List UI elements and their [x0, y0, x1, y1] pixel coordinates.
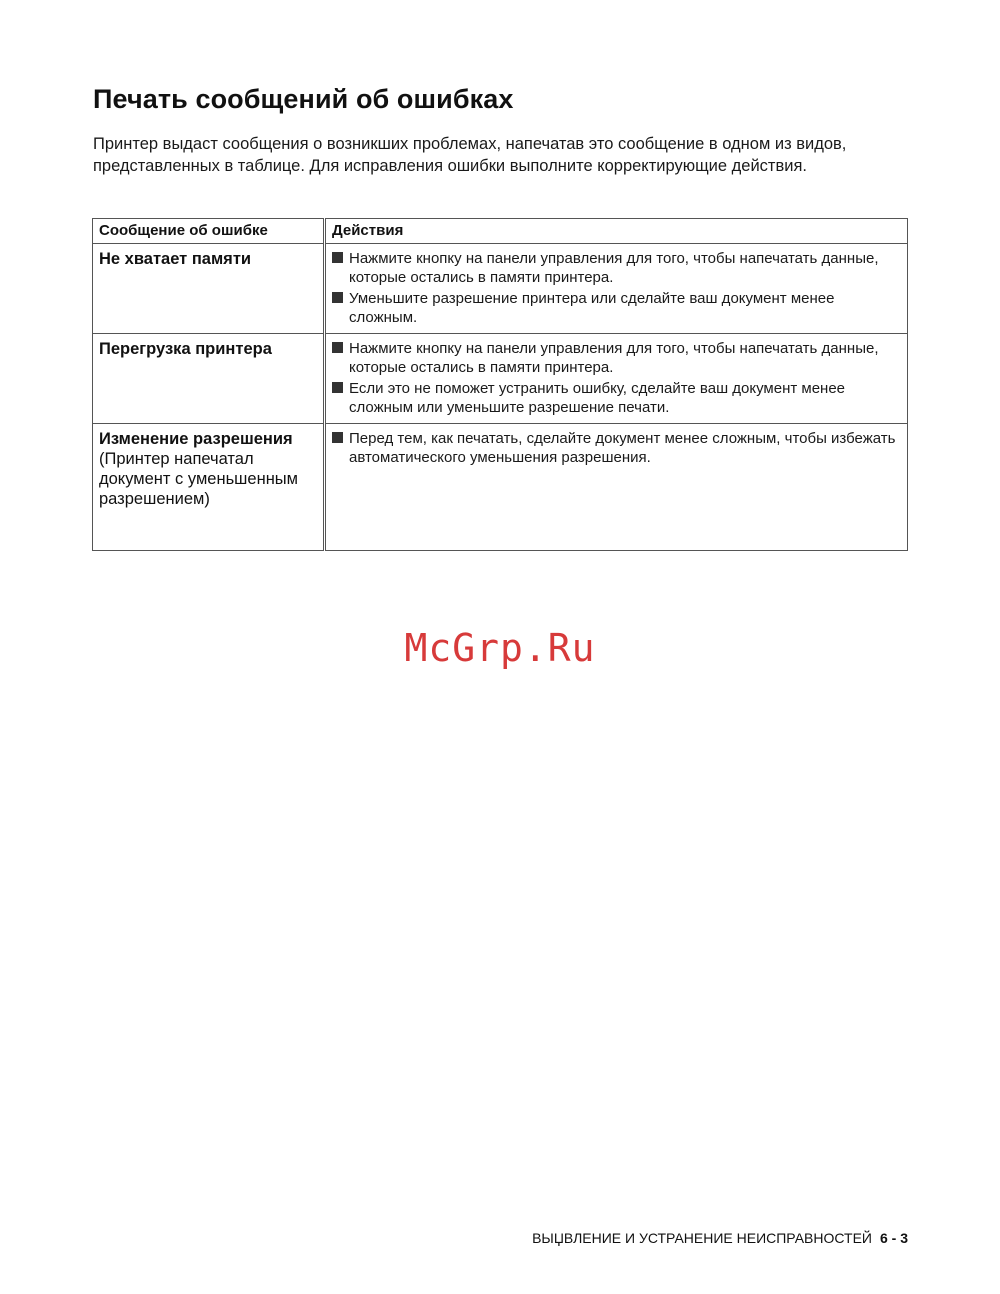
error-message: Перегрузка принтера [99, 340, 272, 358]
action-item: Нажмите кнопку на панели управления для того, чтобы напечатать данные, которые остались в памяти принтера. [330, 249, 901, 287]
action-item: Если это не поможет устранить ошибку, сделайте ваш документ менее сложным или уменьшите разрешение печати. [330, 379, 901, 417]
header-actions: Действия [325, 219, 908, 244]
actions-cell [325, 334, 908, 424]
action-item: Нажмите кнопку на панели управления для того, чтобы напечатать данные, которые остались в памяти принтера. [330, 339, 901, 377]
square-bullet-icon [332, 382, 343, 393]
table-row [93, 334, 908, 424]
watermark: McGrp.Ru [404, 626, 596, 670]
error-message-cell [93, 334, 325, 424]
action-item: Перед тем, как печатать, сделайте документ менее сложным, чтобы избежать автоматического уменьшения разрешения. [330, 429, 901, 467]
error-messages-table [92, 218, 908, 551]
square-bullet-icon [332, 252, 343, 263]
error-message-cell [93, 424, 325, 551]
error-message-note: (Принтер напечатал документ с уменьшенным разрешением) [99, 450, 299, 508]
footer-section-title: ВЫЏВЛЕНИЕ И УСТРАНЕНИЕ НЕИСПРАВНОСТЕЙ [532, 1230, 872, 1246]
square-bullet-icon [332, 342, 343, 353]
error-message: Не хватает памяти [99, 250, 252, 268]
square-bullet-icon [332, 292, 343, 303]
table-row [93, 424, 908, 551]
header-message: Сообщение об ошибке [93, 219, 325, 244]
square-bullet-icon [332, 432, 343, 443]
page-title: Печать сообщений об ошибках [93, 84, 514, 114]
table-header-row [93, 219, 908, 244]
table-row [93, 244, 908, 334]
page-number: 6 - 3 [879, 1230, 908, 1246]
action-item: Уменьшите разрешение принтера или сделайте ваш документ менее сложным. [330, 289, 901, 327]
intro-paragraph: Принтер выдаст сообщения о возникших проблемах, напечатав это сообщение в одном из видов, представленных в таблице. Для исправления ошибки выполните корректирующие действия. [93, 135, 847, 175]
error-message: Изменение разрешения [99, 430, 293, 448]
error-message-cell [93, 244, 325, 334]
actions-cell [325, 244, 908, 334]
actions-cell [325, 424, 908, 551]
page-footer [532, 1230, 908, 1246]
